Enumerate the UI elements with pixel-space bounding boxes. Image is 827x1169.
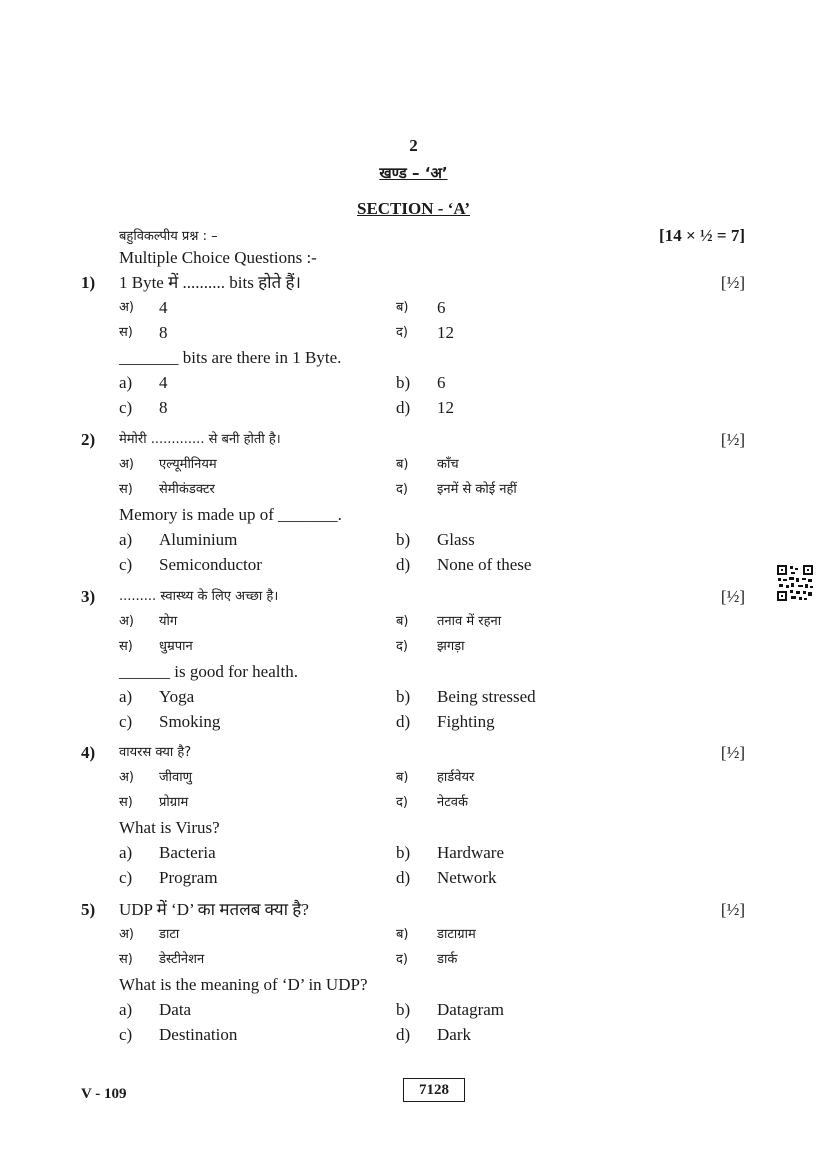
section-title-hindi: खण्ड – ‘अ’ bbox=[379, 164, 448, 182]
question-number: 3) bbox=[81, 587, 96, 606]
question-text-hindi: 1 Byte में .......... bits होते हैं। bbox=[119, 273, 301, 292]
question-number: 1) bbox=[81, 273, 96, 292]
option-text: डाटा bbox=[159, 927, 180, 942]
option-text: 6 bbox=[437, 298, 446, 317]
option-label: c) bbox=[119, 555, 133, 574]
option-label: ब) bbox=[396, 770, 409, 785]
option-text: इनमें से कोई नहीं bbox=[437, 482, 517, 497]
option-label: स) bbox=[119, 795, 133, 810]
question-text-hindi: ......... स्वास्थ्य के लिए अच्छा है। bbox=[119, 589, 279, 604]
option-text: काँच bbox=[437, 457, 459, 472]
option-text: डार्क bbox=[437, 952, 458, 967]
option-text: None of these bbox=[437, 555, 532, 574]
option-label: स) bbox=[119, 482, 133, 497]
option-text: हार्डवेयर bbox=[437, 770, 475, 785]
option-label: स) bbox=[119, 639, 133, 654]
option-text: जीवाणु bbox=[159, 770, 193, 785]
option-text: Glass bbox=[437, 530, 475, 549]
option-text: Yoga bbox=[159, 687, 195, 706]
option-text: 6 bbox=[437, 373, 446, 392]
option-label: स) bbox=[119, 325, 133, 340]
option-text: झगड़ा bbox=[437, 639, 465, 654]
question-text-english: Memory is made up of _______. bbox=[119, 505, 342, 524]
option-text: तनाव में रहना bbox=[437, 614, 502, 629]
option-text: डाटाग्राम bbox=[437, 927, 476, 942]
option-text: Hardware bbox=[437, 843, 505, 862]
option-label: स) bbox=[119, 952, 133, 967]
question-number: 2) bbox=[81, 430, 96, 449]
option-label: b) bbox=[396, 1000, 411, 1019]
question-text-english: _______ bits are there in 1 Byte. bbox=[119, 348, 342, 367]
option-text: Bacteria bbox=[159, 843, 216, 862]
option-label: d) bbox=[396, 1025, 411, 1044]
option-label: d) bbox=[396, 398, 411, 417]
question-marks: [½] bbox=[720, 587, 745, 606]
instruction-hindi: बहुविकल्पीय प्रश्न : – bbox=[119, 229, 218, 244]
option-text: Datagram bbox=[437, 1000, 505, 1019]
question-marks: [½] bbox=[720, 430, 745, 449]
option-text: Smoking bbox=[159, 712, 221, 731]
option-label: द) bbox=[396, 325, 408, 340]
option-label: d) bbox=[396, 555, 411, 574]
instruction-english: Multiple Choice Questions :- bbox=[119, 248, 317, 267]
option-label: a) bbox=[119, 1000, 133, 1019]
option-text: डेस्टीनेशन bbox=[159, 952, 205, 967]
option-text: योग bbox=[159, 614, 178, 629]
option-text: 4 bbox=[159, 298, 168, 317]
option-text: धुम्रपान bbox=[159, 639, 193, 654]
option-label: a) bbox=[119, 373, 133, 392]
option-text: 8 bbox=[159, 323, 168, 342]
option-text: सेमीकंडक्टर bbox=[159, 482, 215, 497]
option-label: ब) bbox=[396, 614, 409, 629]
option-text: Program bbox=[159, 868, 218, 887]
option-label: ब) bbox=[396, 457, 409, 472]
option-text: 8 bbox=[159, 398, 168, 417]
option-label: अ) bbox=[119, 927, 135, 942]
option-label: द) bbox=[396, 795, 408, 810]
option-label: a) bbox=[119, 687, 133, 706]
option-label: द) bbox=[396, 482, 408, 497]
option-text: Fighting bbox=[437, 712, 495, 731]
question-number: 5) bbox=[81, 900, 96, 919]
qr-code-icon bbox=[776, 564, 814, 602]
option-label: अ) bbox=[119, 770, 135, 785]
option-text: Semiconductor bbox=[159, 555, 262, 574]
option-label: c) bbox=[119, 1025, 133, 1044]
paper-code: V - 109 bbox=[81, 1086, 127, 1102]
option-text: Aluminium bbox=[159, 530, 238, 549]
option-label: ब) bbox=[396, 300, 409, 315]
total-marks: [14 × ½ = 7] bbox=[659, 226, 745, 245]
option-label: ब) bbox=[396, 927, 409, 942]
option-label: अ) bbox=[119, 457, 135, 472]
option-text: Being stressed bbox=[437, 687, 536, 706]
option-label: b) bbox=[396, 373, 411, 392]
option-text: 4 bbox=[159, 373, 168, 392]
serial-number-box: 7128 bbox=[403, 1078, 465, 1102]
option-text: 12 bbox=[437, 398, 454, 417]
option-text: 12 bbox=[437, 323, 454, 342]
option-label: b) bbox=[396, 843, 411, 862]
option-text: Destination bbox=[159, 1025, 238, 1044]
option-label: b) bbox=[396, 687, 411, 706]
option-text: Data bbox=[159, 1000, 192, 1019]
question-text-hindi: मेमोरी ............. से बनी होती है। bbox=[119, 432, 281, 447]
option-label: a) bbox=[119, 530, 133, 549]
option-text: नेटवर्क bbox=[437, 795, 468, 810]
option-label: b) bbox=[396, 530, 411, 549]
option-label: द) bbox=[396, 952, 408, 967]
option-label: d) bbox=[396, 712, 411, 731]
section-title-english: SECTION - ‘A’ bbox=[356, 199, 471, 218]
question-text-hindi: वायरस क्या है? bbox=[119, 745, 192, 760]
question-number: 4) bbox=[81, 743, 96, 762]
option-label: अ) bbox=[119, 614, 135, 629]
question-text-english: ______ is good for health. bbox=[119, 662, 298, 681]
page-number: 2 bbox=[409, 136, 418, 155]
question-text-english: What is Virus? bbox=[119, 818, 220, 837]
option-text: Network bbox=[437, 868, 497, 887]
option-label: द) bbox=[396, 639, 408, 654]
option-text: प्रोग्राम bbox=[159, 795, 189, 810]
question-text-hindi: UDP में ‘D’ का मतलब क्या है? bbox=[119, 900, 309, 919]
option-label: c) bbox=[119, 398, 133, 417]
question-marks: [½] bbox=[720, 743, 745, 762]
question-marks: [½] bbox=[720, 900, 745, 919]
option-label: a) bbox=[119, 843, 133, 862]
option-label: अ) bbox=[119, 300, 135, 315]
option-text: एल्यूमीनियम bbox=[159, 457, 217, 472]
option-label: d) bbox=[396, 868, 411, 887]
option-text: Dark bbox=[437, 1025, 471, 1044]
option-label: c) bbox=[119, 712, 133, 731]
question-marks: [½] bbox=[720, 273, 745, 292]
option-label: c) bbox=[119, 868, 133, 887]
question-text-english: What is the meaning of ‘D’ in UDP? bbox=[119, 975, 368, 994]
